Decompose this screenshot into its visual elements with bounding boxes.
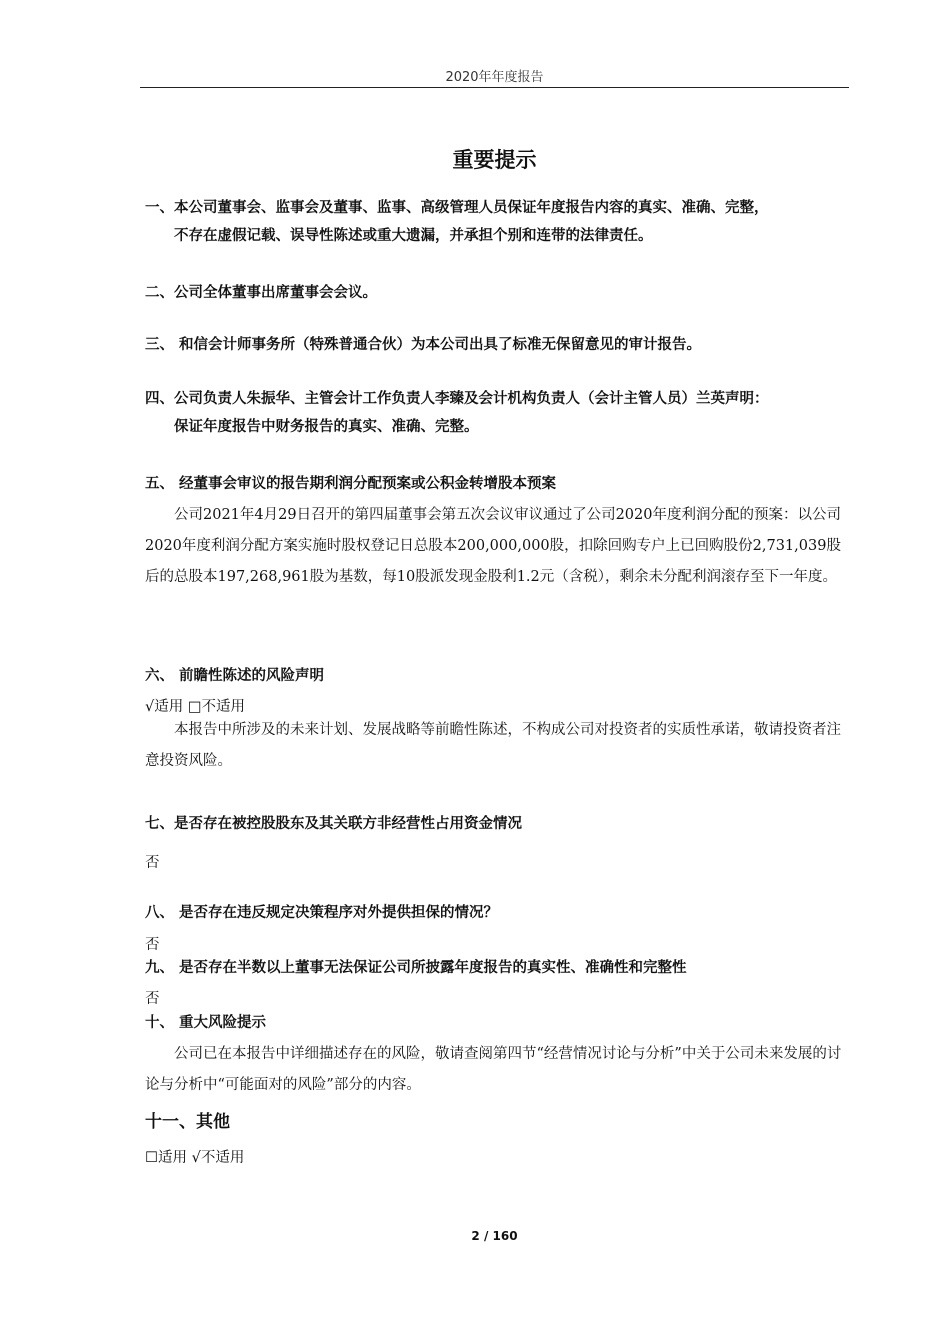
item-6-body: 本报告中所涉及的未来计划、发展战略等前瞻性陈述，不构成公司对投资者的实质性承诺，敬请投资者注意投资风险。 (145, 722, 841, 769)
item-4-line1: 四、公司负责人朱振华、主管会计工作负责人李臻及会计机构负责人（会计主管人员）兰英声明： (145, 391, 769, 407)
item-7-heading: 七、是否存在被控股股东及其关联方非经营性占用资金情况 (145, 816, 522, 832)
header-divider (140, 87, 849, 88)
item-3: 三、 和信会计师事务所（特殊普通合伙）为本公司出具了标准无保留意见的审计报告。 (145, 337, 702, 353)
item-11-heading: 十一、其他 (145, 1112, 230, 1132)
item-8-answer: 否 (145, 937, 160, 953)
item-6-applicable: √适用 □不适用 (145, 699, 246, 715)
item-2: 二、公司全体董事出席董事会会议。 (145, 285, 377, 301)
page-number: 2 / 160 (471, 1229, 518, 1243)
item-4 (145, 385, 850, 441)
item-10-body: 公司已在本报告中详细描述存在的风险，敬请查阅第四节“经营情况讨论与分析”中关于公司未来发展的讨论与分析中“可能面对的风险”部分的内容。 (145, 1046, 842, 1093)
item-1-line2: 不存在虚假记载、误导性陈述或重大遗漏，并承担个别和连带的法律责任。 (174, 228, 653, 244)
item-1 (145, 194, 850, 250)
item-10-heading: 十、 重大风险提示 (145, 1015, 267, 1031)
item-4-line2: 保证年度报告中财务报告的真实、准确、完整。 (174, 419, 479, 435)
item-8-heading: 八、 是否存在违反规定决策程序对外提供担保的情况？ (145, 905, 499, 921)
item-9-answer: 否 (145, 991, 160, 1007)
item-6-heading: 六、 前瞻性陈述的风险声明 (145, 668, 325, 684)
item-11-applicable: ☐适用 √不适用 (145, 1150, 245, 1166)
item-5-body: 公司2021年4月29日召开的第四届董事会第五次会议审议通过了公司2020年度利润分配的预案：以公司2020年度利润分配方案实施时股权登记日总股本200,000,000股，扣除回购专户上已回购股份2,731,039股后的总股本197,268,961股为基数，每10股派发现金股利1.2元（含税），剩余未分配利润滚存至下一年度。 (145, 507, 841, 585)
item-7-answer: 否 (145, 855, 160, 871)
item-5-heading: 五、 经董事会审议的报告期利润分配预案或公积金转增股本预案 (145, 476, 557, 492)
page-header: 2020年年度报告 (445, 70, 544, 85)
item-9-heading: 九、 是否存在半数以上董事无法保证公司所披露年度报告的真实性、准确性和完整性 (145, 960, 687, 976)
page-title: 重要提示 (452, 148, 537, 172)
item-1-line1: 一、本公司董事会、监事会及董事、监事、高级管理人员保证年度报告内容的真实、准确、完整， (145, 200, 769, 216)
